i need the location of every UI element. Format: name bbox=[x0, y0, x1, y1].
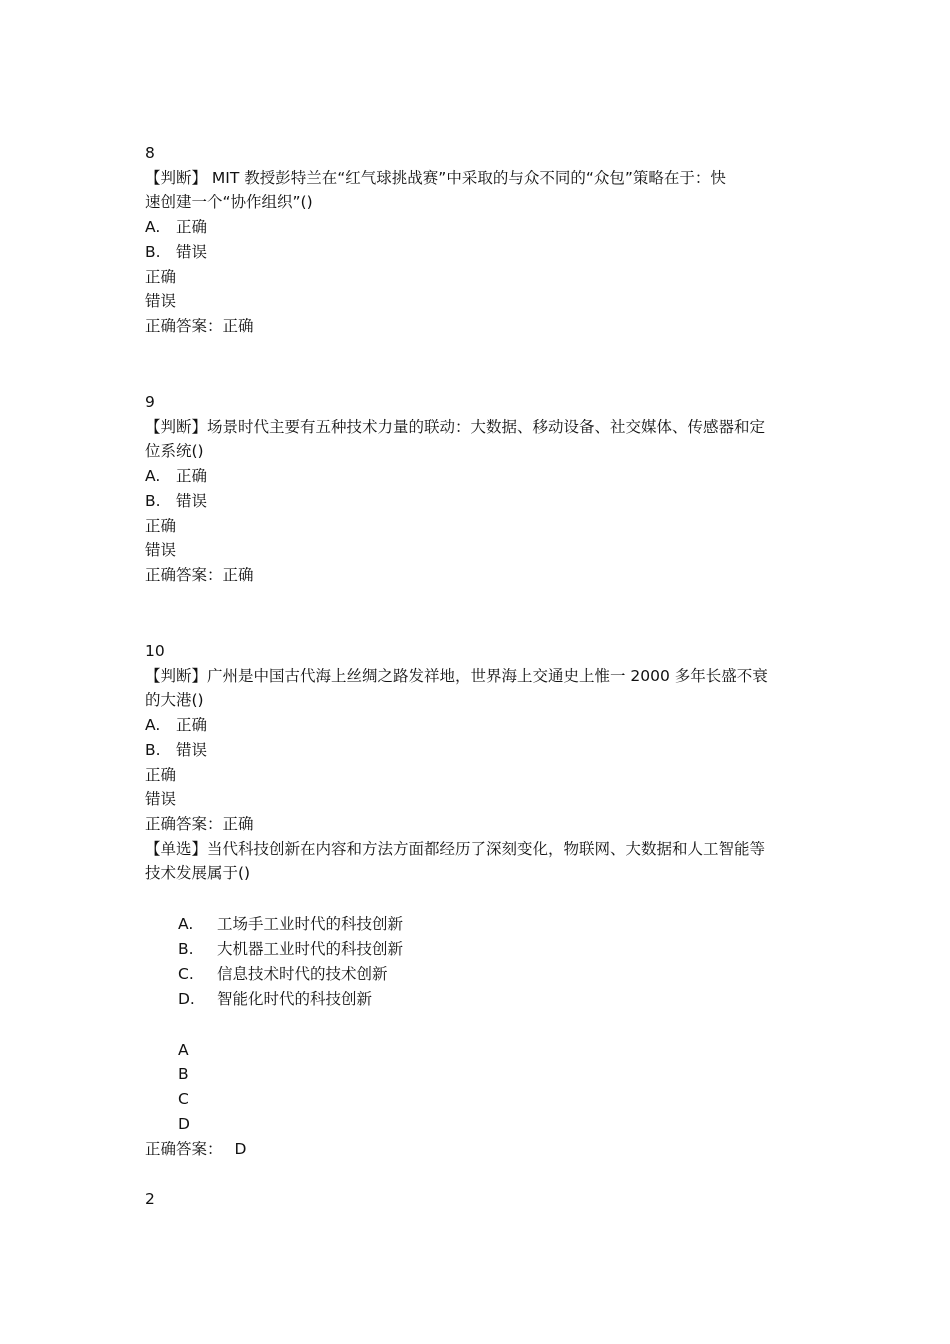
choice-text: 正确 bbox=[145, 517, 177, 535]
option-c bbox=[178, 962, 848, 986]
option-a bbox=[145, 713, 815, 737]
option-b bbox=[145, 240, 815, 264]
question-text: 【判断】广州是中国古代海上丝绸之路发祥地，世界海上交通史上惟一 2000 多年长盛不衰 bbox=[145, 667, 768, 685]
choice-text: B bbox=[178, 1065, 189, 1083]
question-text-continued: 速创建一个“协作组织”() bbox=[145, 193, 313, 211]
question-text-continued: 的大港() bbox=[145, 691, 204, 709]
option-d bbox=[178, 987, 848, 1011]
option-text: 大机器工业时代的科技创新 bbox=[217, 940, 404, 958]
option-text: 智能化时代的科技创新 bbox=[217, 990, 373, 1008]
question-text: 【判断】场景时代主要有五种技术力量的联动：大数据、移动设备、社交媒体、传感器和定 bbox=[145, 418, 766, 436]
question-number: 10 bbox=[145, 642, 165, 660]
choice-text: 正确 bbox=[145, 766, 177, 784]
option-b bbox=[145, 738, 815, 762]
question-text: 【单选】当代科技创新在内容和方法方面都经历了深刻变化，物联网、大数据和人工智能等 bbox=[145, 840, 766, 858]
option-text: 信息技术时代的技术创新 bbox=[217, 965, 388, 983]
choice-text: 错误 bbox=[145, 790, 177, 808]
option-b bbox=[145, 489, 815, 513]
option-letter: A. bbox=[145, 218, 161, 236]
option-text: 错误 bbox=[176, 492, 208, 510]
option-b bbox=[178, 937, 848, 961]
option-letter: B. bbox=[145, 243, 161, 261]
option-a bbox=[145, 215, 815, 239]
question-text-continued: 位系统() bbox=[145, 442, 204, 460]
option-letter: B. bbox=[178, 940, 194, 958]
choice-text: C bbox=[178, 1090, 189, 1108]
choice-text: D bbox=[178, 1115, 190, 1133]
option-letter: B. bbox=[145, 492, 161, 510]
option-text: 正确 bbox=[176, 467, 208, 485]
option-text: 错误 bbox=[176, 741, 208, 759]
question-number: 8 bbox=[145, 144, 155, 162]
option-letter: C. bbox=[178, 965, 194, 983]
correct-answer: 正确答案：正确 bbox=[145, 317, 254, 335]
option-text: 正确 bbox=[176, 218, 208, 236]
correct-answer bbox=[145, 1137, 815, 1161]
choice-text: 错误 bbox=[145, 541, 177, 559]
option-letter: A. bbox=[145, 467, 161, 485]
option-letter: A. bbox=[178, 915, 194, 933]
correct-answer: 正确答案：正确 bbox=[145, 566, 254, 584]
option-text: 工场手工业时代的科技创新 bbox=[217, 915, 404, 933]
choice-text: A bbox=[178, 1041, 189, 1059]
option-letter: B. bbox=[145, 741, 161, 759]
option-text: 错误 bbox=[176, 243, 208, 261]
option-text: 正确 bbox=[176, 716, 208, 734]
option-letter: D. bbox=[178, 990, 195, 1008]
option-letter: A. bbox=[145, 716, 161, 734]
question-number: 2 bbox=[145, 1190, 155, 1208]
answer-value: D bbox=[234, 1140, 247, 1158]
question-text-continued: 技术发展属于() bbox=[145, 864, 251, 882]
question-number: 9 bbox=[145, 393, 155, 411]
option-a bbox=[178, 912, 848, 936]
choice-text: 错误 bbox=[145, 292, 177, 310]
correct-answer: 正确答案：正确 bbox=[145, 815, 254, 833]
option-a bbox=[145, 464, 815, 488]
choice-text: 正确 bbox=[145, 268, 177, 286]
question-text: 【判断】 MIT 教授彭特兰在“红气球挑战赛”中采取的与众不同的“众包”策略在于：快 bbox=[145, 169, 726, 187]
answer-label: 正确答案： bbox=[145, 1140, 223, 1158]
